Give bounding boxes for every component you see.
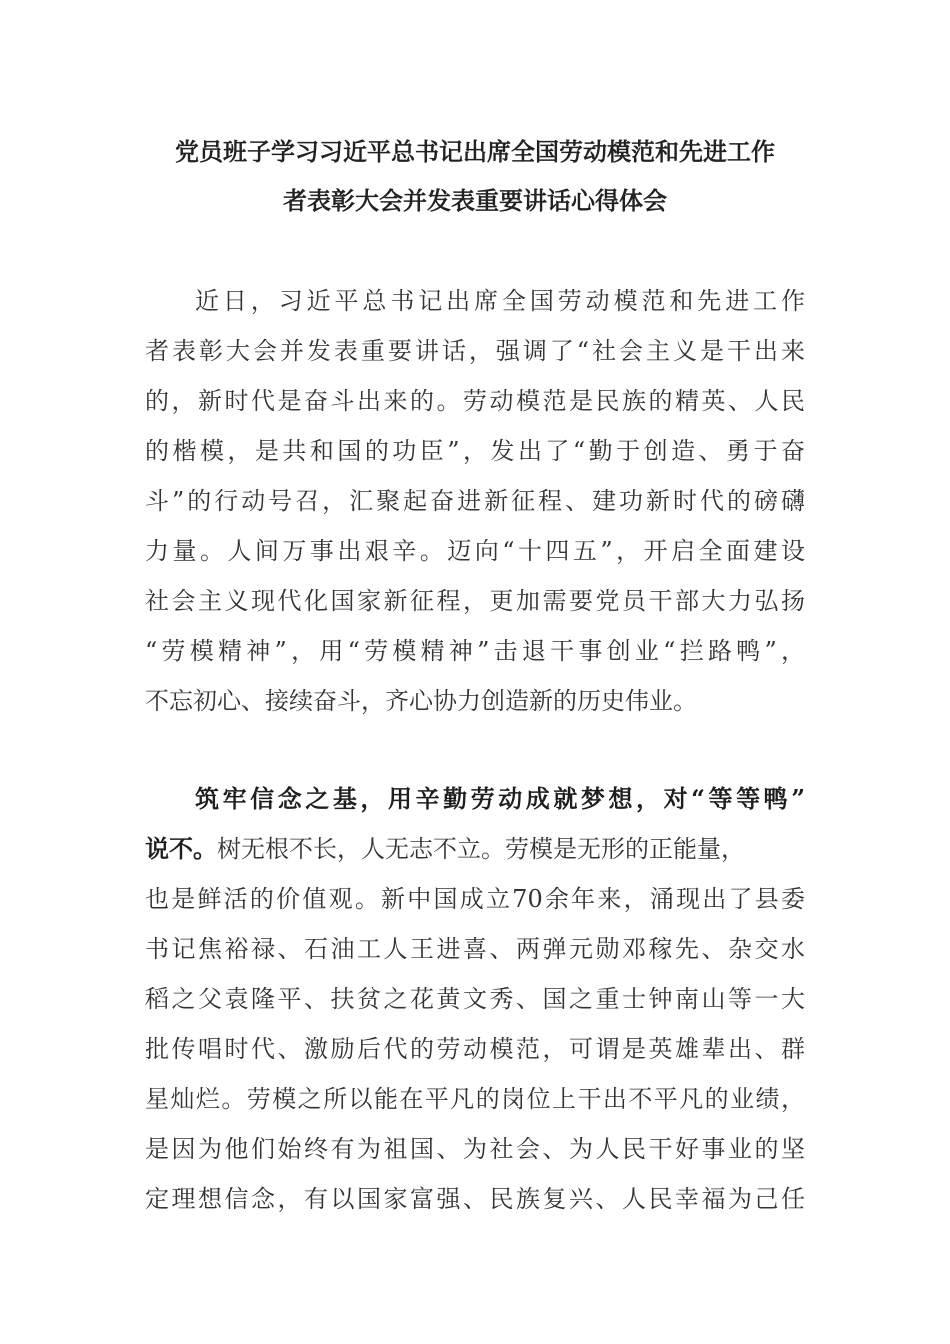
paragraph-1-line: 的楷模，是共和国的功臣”，发出了“勤于创造、勇于奋 xyxy=(145,437,805,465)
paragraph-2-line: 书记焦裕禄、石油工人王进喜、两弹元勋邓稼先、杂交水 xyxy=(145,935,805,963)
paragraph-2-line: 星灿烂。劳模之所以能在平凡的岗位上干出不平凡的业绩， xyxy=(145,1085,805,1113)
paragraph-1-line: “劳模精神”，用“劳模精神”击退干事创业“拦路鸭”， xyxy=(145,637,805,665)
paragraph-2-line: 批传唱时代、激励后代的劳动模范，可谓是英雄辈出、群 xyxy=(145,1035,805,1063)
paragraph-1-line: 近日，习近平总书记出席全国劳动模范和先进工作 xyxy=(195,287,805,315)
paragraph-1-line: 者表彰大会并发表重要讲话，强调了“社会主义是干出来 xyxy=(145,337,805,365)
paragraph-2-line xyxy=(145,836,805,862)
paragraph-2-line: 稻之父袁隆平、扶贫之花黄文秀、国之重士钟南山等一大 xyxy=(145,985,805,1013)
document-title-line-1: 党员班子学习习近平总书记出席全国劳动模范和先进工作 xyxy=(175,137,775,166)
section-heading-end: 说不。 xyxy=(145,834,217,863)
paragraph-1-line: 力量。人间万事出艰辛。迈向“十四五”，开启全面建设 xyxy=(145,537,805,565)
paragraph-1-line: 社会主义现代化国家新征程，更加需要党员干部大力弘扬 xyxy=(145,587,805,615)
paragraph-2-line: 定理想信念，有以国家富强、民族复兴、人民幸福为己任 xyxy=(145,1185,805,1213)
paragraph-1-line: 斗”的行动号召，汇聚起奋进新征程、建功新时代的磅礴 xyxy=(145,487,805,515)
paragraph-1-line: 不忘初心、接续奋斗，齐心协力创造新的历史伟业。 xyxy=(145,687,697,715)
paragraph-1-line: 的，新时代是奋斗出来的。劳动模范是民族的精英、人民 xyxy=(145,387,805,415)
paragraph-2-line: 也是鲜活的价值观。新中国成立70余年来，涌现出了县委 xyxy=(145,885,805,913)
document-title-line-2: 者表彰大会并发表重要讲话心得体会 xyxy=(283,186,667,215)
paragraph-2-text: 树无根不长，人无志不立。劳模是无形的正能量， xyxy=(217,835,745,863)
paragraph-2-line: 是因为他们始终有为祖国、为社会、为人民干好事业的坚 xyxy=(145,1135,805,1163)
section-heading: 筑牢信念之基，用辛勤劳动成就梦想，对“等等鸭” xyxy=(195,784,805,813)
